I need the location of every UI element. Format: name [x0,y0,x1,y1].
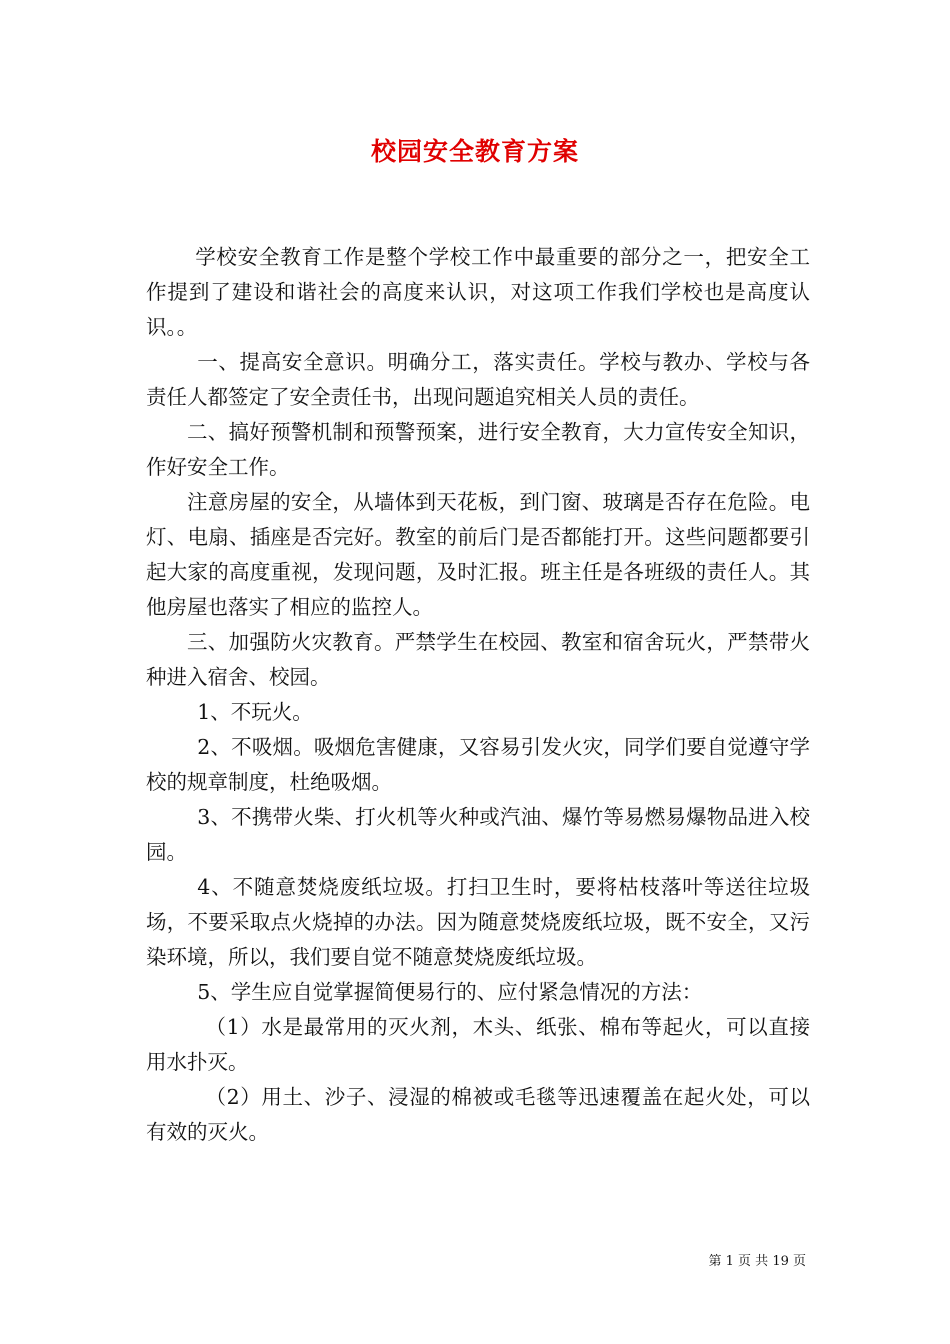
sub-item-2: （2）用土、沙子、浸湿的棉被或毛毯等迅速覆盖在起火处，可以有效的灭火。 [146,1085,810,1144]
document-body [146,240,810,1150]
list-item-5: 5、学生应自觉掌握简便易行的、应付紧急情况的方法： [197,980,703,1004]
sub-item-1: （1）水是最常用的灭火剂，木头、纸张、棉布等起火，可以直接用水扑灭。 [146,1015,810,1074]
document-title: 校园安全教育方案 [370,137,579,166]
list-item-4: 4、不随意焚烧废纸垃圾。打扫卫生时，要将枯枝落叶等送往垃圾场，不要采取点火烧掉的办法。因为随意焚烧废纸垃圾，既不安全，又污染环境，所以，我们要自觉不随意焚烧废纸垃圾。 [146,875,810,969]
paragraph-intro: 学校安全教育工作是整个学校工作中最重要的部分之一，把安全工作提到了建设和谐社会的高度来认识，对这项工作我们学校也是高度认识。。 [146,245,810,339]
page-number: 第 1 页 共 19 页 [708,1254,806,1269]
paragraph-section-1: 一、提高安全意识。明确分工，落实责任。学校与教办、学校与各责任人都签定了安全责任书，出现问题追究相关人员的责任。 [146,350,810,409]
list-item-2: 2、不吸烟。吸烟危害健康，又容易引发火灾，同学们要自觉遵守学校的规章制度，杜绝吸烟。 [146,735,810,794]
list-item-3: 3、不携带火柴、打火机等火种或汽油、爆竹等易燃易爆物品进入校园。 [146,805,810,864]
paragraph-house-safety: 注意房屋的安全，从墙体到天花板，到门窗、玻璃是否存在危险。电灯、电扇、插座是否完好。教室的前后门是否都能打开。这些问题都要引起大家的高度重视，发现问题，及时汇报。班主任是各班级的责任人。其他房屋也落实了相应的监控人。 [146,490,810,619]
paragraph-section-3: 三、加强防火灾教育。严禁学生在校园、教室和宿舍玩火，严禁带火种进入宿舍、校园。 [146,630,810,689]
list-item-1: 1、不玩火。 [197,700,313,724]
paragraph-section-2: 二、搞好预警机制和预警预案，进行安全教育，大力宣传安全知识，作好安全工作。 [146,420,810,479]
